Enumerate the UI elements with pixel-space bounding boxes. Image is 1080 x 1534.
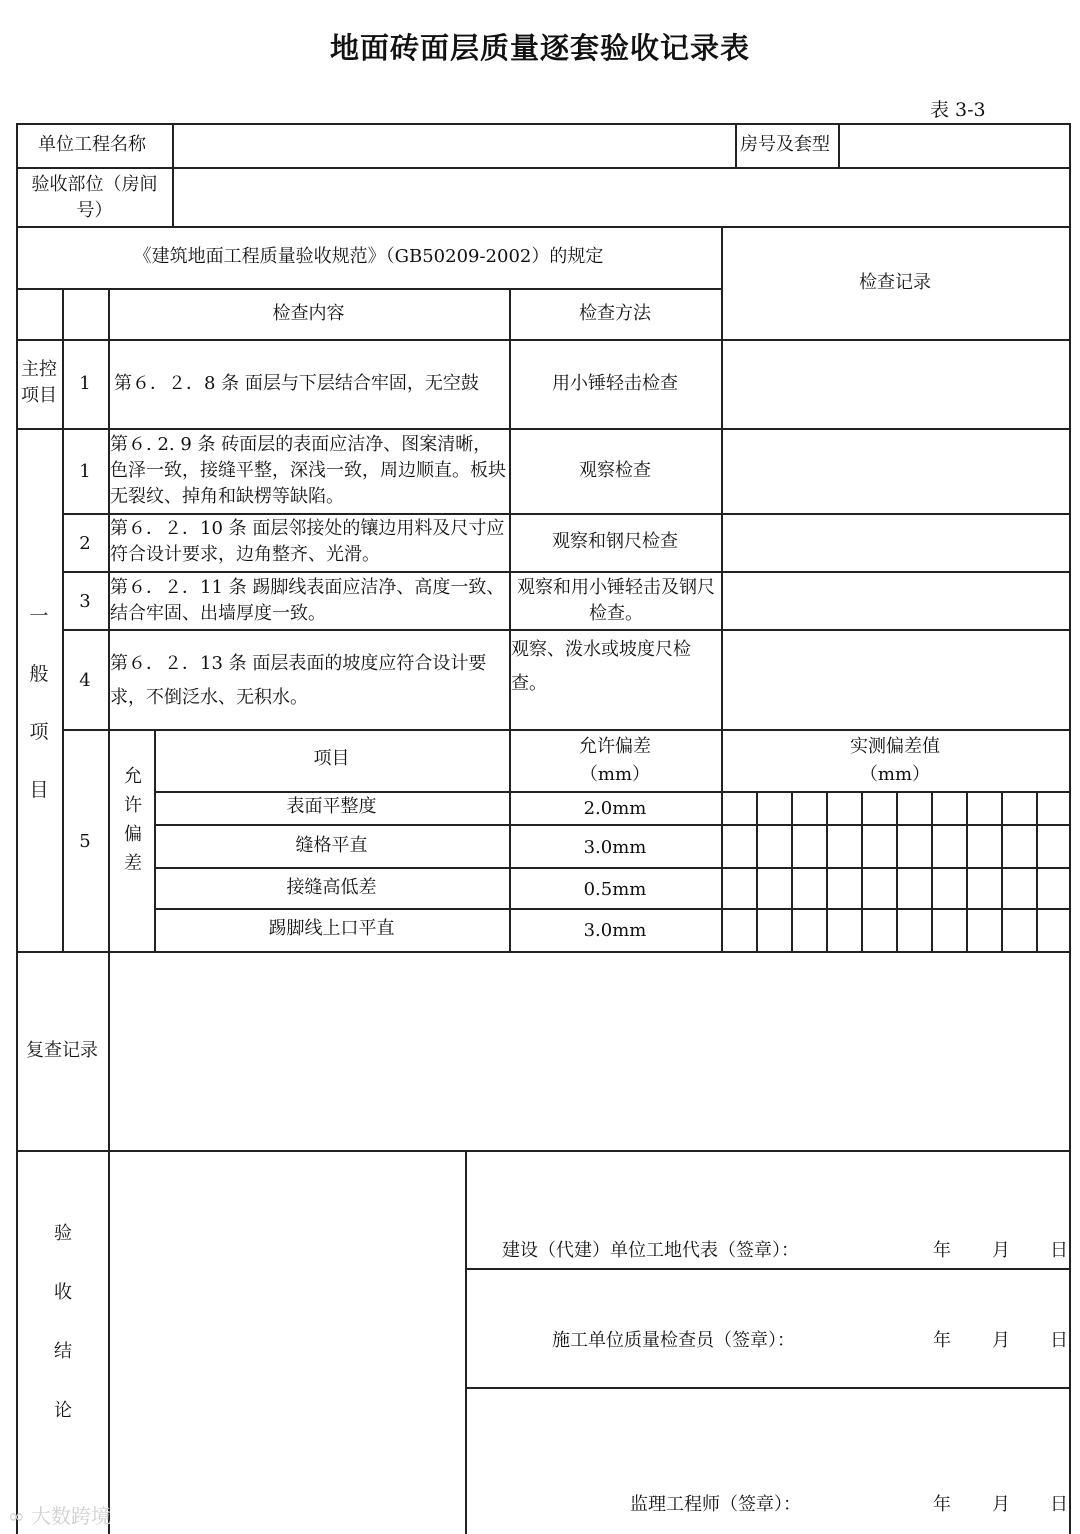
general-item-method: 观察检查 xyxy=(579,460,651,481)
general-item-content: 第６．２．11 条 踢脚线表面应洁净、高度一致、结合牢固、出墙厚度一致。 xyxy=(110,577,505,624)
border-line xyxy=(861,791,863,951)
conclusion-label: 验收结论 xyxy=(54,1223,72,1421)
standard-title: 《建筑地面工程质量验收规范》（GB50209-2002）的规定 xyxy=(133,246,604,267)
border-line xyxy=(16,167,1070,169)
allowed-deviation-header: 允许偏差（mm） xyxy=(579,736,651,785)
tolerance-row-allowed: 3.0mm xyxy=(583,837,647,858)
tolerance-row-item: 缝格平直 xyxy=(295,835,368,856)
tolerance-item-header: 项目 xyxy=(313,748,350,769)
border-line xyxy=(826,791,828,951)
tolerance-item-no: 5 xyxy=(79,831,91,852)
signature-year: 年 xyxy=(933,1240,951,1261)
general-item-no: 1 xyxy=(79,461,91,482)
border-line xyxy=(465,1387,1070,1389)
signature-month: 月 xyxy=(992,1330,1010,1351)
main-control-label: 主控项目 xyxy=(21,359,57,406)
border-line xyxy=(62,729,1070,731)
signature-role: 监理工程师（签章）： xyxy=(630,1494,801,1515)
check-method-header: 检查方法 xyxy=(579,303,651,324)
border-line xyxy=(16,951,1070,953)
general-item-content: 第６. 2. 9 条 砖面层的表面应洁净、图案清晰，色泽一致，接缝平整，深浅一致，周边顺直。板块无裂纹、掉角和缺楞等缺陷。 xyxy=(110,434,506,507)
border-line xyxy=(838,123,840,167)
signature-month: 月 xyxy=(992,1494,1010,1515)
main-control-content: 第６．２．8 条 面层与下层结合牢固，无空鼓 xyxy=(114,373,479,394)
border-line xyxy=(791,791,793,951)
tolerance-label: 允许偏差 xyxy=(124,766,142,874)
border-line xyxy=(896,791,898,951)
measured-deviation-header: 实测偏差值（mm） xyxy=(850,736,940,785)
tolerance-row-item: 表面平整度 xyxy=(286,796,377,817)
general-item-method: 观察和钢尺检查 xyxy=(552,531,678,552)
room-type-label: 房号及套型 xyxy=(740,134,830,155)
border-line xyxy=(172,123,174,226)
border-line xyxy=(62,629,1070,631)
signature-day: 日 xyxy=(1050,1494,1068,1515)
location-label: 验收部位（房间号） xyxy=(31,174,158,221)
border-line xyxy=(62,288,64,339)
tolerance-row-item: 踢脚线上口平直 xyxy=(268,918,395,939)
recheck-label: 复查记录 xyxy=(26,1040,98,1061)
border-line xyxy=(465,1268,1070,1270)
document-title: 地面砖面层质量逐套验收记录表 xyxy=(329,31,750,65)
border-line xyxy=(16,123,18,1534)
border-line xyxy=(62,513,1070,515)
border-line xyxy=(16,428,1070,430)
tolerance-row-item: 接缝高低差 xyxy=(286,877,377,898)
border-line xyxy=(735,123,737,167)
signature-month: 月 xyxy=(992,1240,1010,1261)
signature-day: 日 xyxy=(1050,1330,1068,1351)
general-items-label: 一般项目 xyxy=(29,605,49,801)
signature-role: 施工单位质量检查员（签章）： xyxy=(552,1330,795,1351)
border-line xyxy=(16,226,1070,228)
general-item-method: 观察、泼水或坡度尺检查。 xyxy=(511,639,691,694)
signature-role: 建设（代建）单位工地代表（签章）： xyxy=(502,1240,799,1261)
border-line xyxy=(931,791,933,951)
border-line xyxy=(1001,791,1003,951)
border-line xyxy=(62,571,1070,573)
watermark xyxy=(8,1500,111,1529)
border-line xyxy=(966,791,968,951)
border-line xyxy=(16,123,1070,125)
border-line xyxy=(721,226,723,951)
border-line xyxy=(1069,123,1071,1534)
border-line xyxy=(154,908,1070,910)
border-line xyxy=(16,1150,1070,1152)
watermark-text: 大数跨境 xyxy=(31,1504,112,1528)
signature-year: 年 xyxy=(933,1330,951,1351)
border-line xyxy=(16,339,1070,341)
table-number: 表 3-3 xyxy=(930,99,986,121)
border-line xyxy=(154,867,1070,869)
tolerance-row-allowed: 3.0mm xyxy=(583,920,647,941)
border-line xyxy=(1036,791,1038,951)
border-line xyxy=(62,339,64,951)
border-line xyxy=(154,824,1070,826)
general-item-no: 3 xyxy=(79,591,91,612)
general-item-content: 第６．２．10 条 面层邻接处的镶边用料及尺寸应符合设计要求，边角整齐、光滑。 xyxy=(110,518,505,565)
general-item-method: 观察和用小锤轻击及钢尺检查。 xyxy=(517,577,715,624)
signature-day: 日 xyxy=(1050,1240,1068,1261)
general-item-content: 第６．２．13 条 面层表面的坡度应符合设计要求，不倒泛水、无积水。 xyxy=(110,653,487,708)
main-control-no: 1 xyxy=(79,373,91,394)
border-line xyxy=(756,791,758,951)
check-record-header: 检查记录 xyxy=(859,272,931,293)
signature-year: 年 xyxy=(933,1494,951,1515)
unit-name-label: 单位工程名称 xyxy=(38,134,146,155)
border-line xyxy=(154,791,1070,793)
main-control-method: 用小锤轻击检查 xyxy=(552,373,678,394)
general-item-no: 4 xyxy=(79,670,91,691)
watermark-logo-icon: ∞ xyxy=(8,1504,25,1528)
border-line xyxy=(16,288,721,290)
check-content-header: 检查内容 xyxy=(272,303,345,324)
general-item-no: 2 xyxy=(79,533,91,554)
tolerance-row-allowed: 2.0mm xyxy=(583,798,647,819)
tolerance-row-allowed: 0.5mm xyxy=(583,879,647,900)
border-line xyxy=(465,1150,467,1534)
